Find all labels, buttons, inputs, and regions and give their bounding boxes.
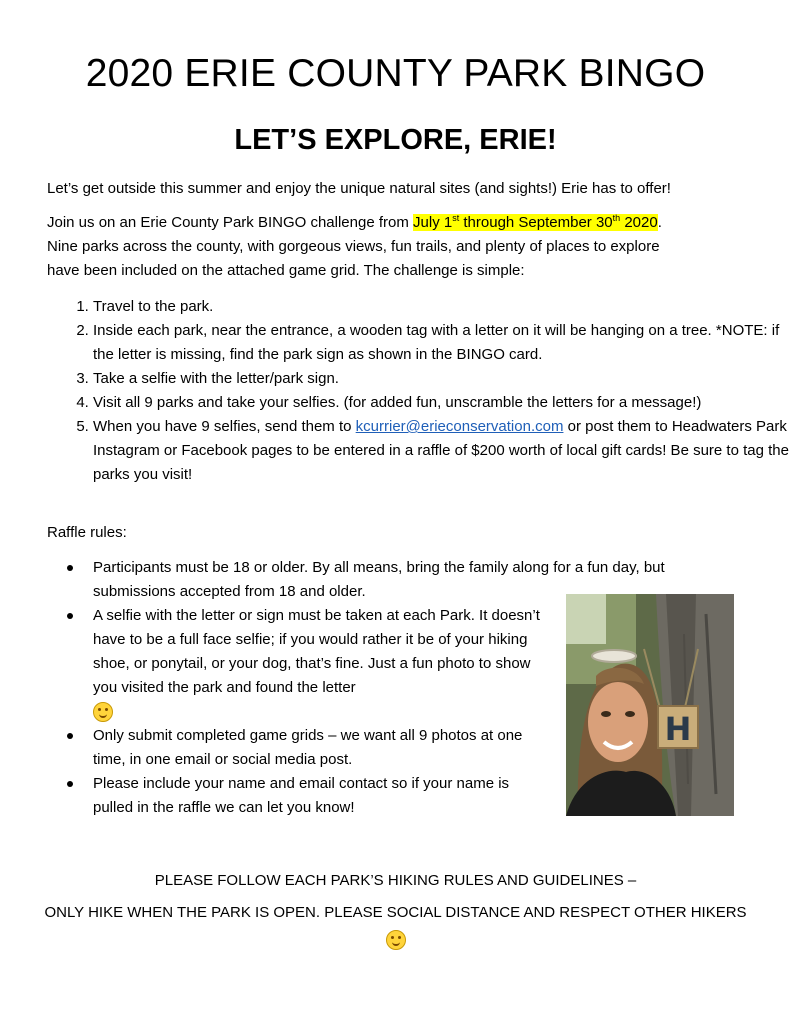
raffle-rule-4: Please include your name and email contact so if your name is pulled in the raffle we can let you know! [93,772,553,820]
step-5-text-after: or post them to Headwaters Park Instagram or Facebook pages to be entered in a raffle of $200 worth of local gift cards! Be sure to tag the parks you visit! [93,418,789,483]
date-start: July 1 [413,214,453,231]
intro-join-end: . [657,214,662,231]
page-subtitle: LET’S EXPLORE, ERIE! [234,124,557,156]
smiley-icon [386,930,406,950]
intro-line-3: Nine parks across the county, with gorgeous views, fun trails, and plenty of places to explore [47,238,660,255]
intro-paragraph-1: Let’s get outside this summer and enjoy the unique natural sites (and sights!) Erie has to offer! [47,180,671,197]
page-title: 2020 ERIE COUNTY PARK BINGO [85,52,706,95]
step-item-2: 2. Inside each park, near the entrance, a wooden tag with a letter on it will be hanging on a tree. *NOTE: if the letter is missing, find the park sign as shown in the BINGO card. [93,319,791,367]
step-item-3: 3. Take a selfie with the letter/park sign. [93,367,791,391]
date-year: 2020 [620,214,658,231]
smiley-icon [93,702,113,722]
step-item-1: 1. Travel to the park. [93,295,791,319]
date-through: through September 30 [459,214,613,231]
date-end-suffix: th [612,213,621,223]
footer-line-1: PLEASE FOLLOW EACH PARK’S HIKING RULES AND GUIDELINES – [154,872,637,889]
email-link[interactable]: kcurrier@erieconservation.com [355,418,564,435]
step-5-text-before: When you have 9 selfies, send them to [93,418,356,435]
step-item-5 [93,415,791,487]
tag-letter: H [664,710,692,748]
step-item-4: 4. Visit all 9 parks and take your selfies. (for added fun, unscramble the letters for a message!) [93,391,791,415]
raffle-rule-2 [93,604,543,724]
intro-line-4: have been included on the attached game grid. The challenge is simple: [47,262,525,279]
intro-join-text: Join us on an Erie County Park BINGO challenge from [47,214,414,231]
challenge-steps-list [47,295,791,487]
raffle-rule-2-text: A selfie with the letter or sign must be taken at each Park. It doesn’t have to be a full face selfie; if you would rather it be of your hiking shoe, or ponytail, or your dog, that’s fine. Just a fun photo to show you visited the park and found the letter [93,607,540,696]
raffle-rule-3: Only submit completed game grids – we want all 9 photos at one time, in one email or social media post. [93,724,543,772]
date-start-suffix: st [452,213,460,223]
date-highlight [413,214,658,231]
footer-line-2: ONLY HIKE WHEN THE PARK IS OPEN. PLEASE SOCIAL DISTANCE AND RESPECT OTHER HIKERS [44,904,747,921]
raffle-heading: Raffle rules: [47,524,127,541]
raffle-rule-1: Participants must be 18 or older. By all means, bring the family along for a fun day, but submissions accepted from 18 and older. [93,556,747,604]
selfie-photo [566,594,734,816]
intro-paragraph-2 [47,211,747,283]
footer-smiley [0,928,791,952]
